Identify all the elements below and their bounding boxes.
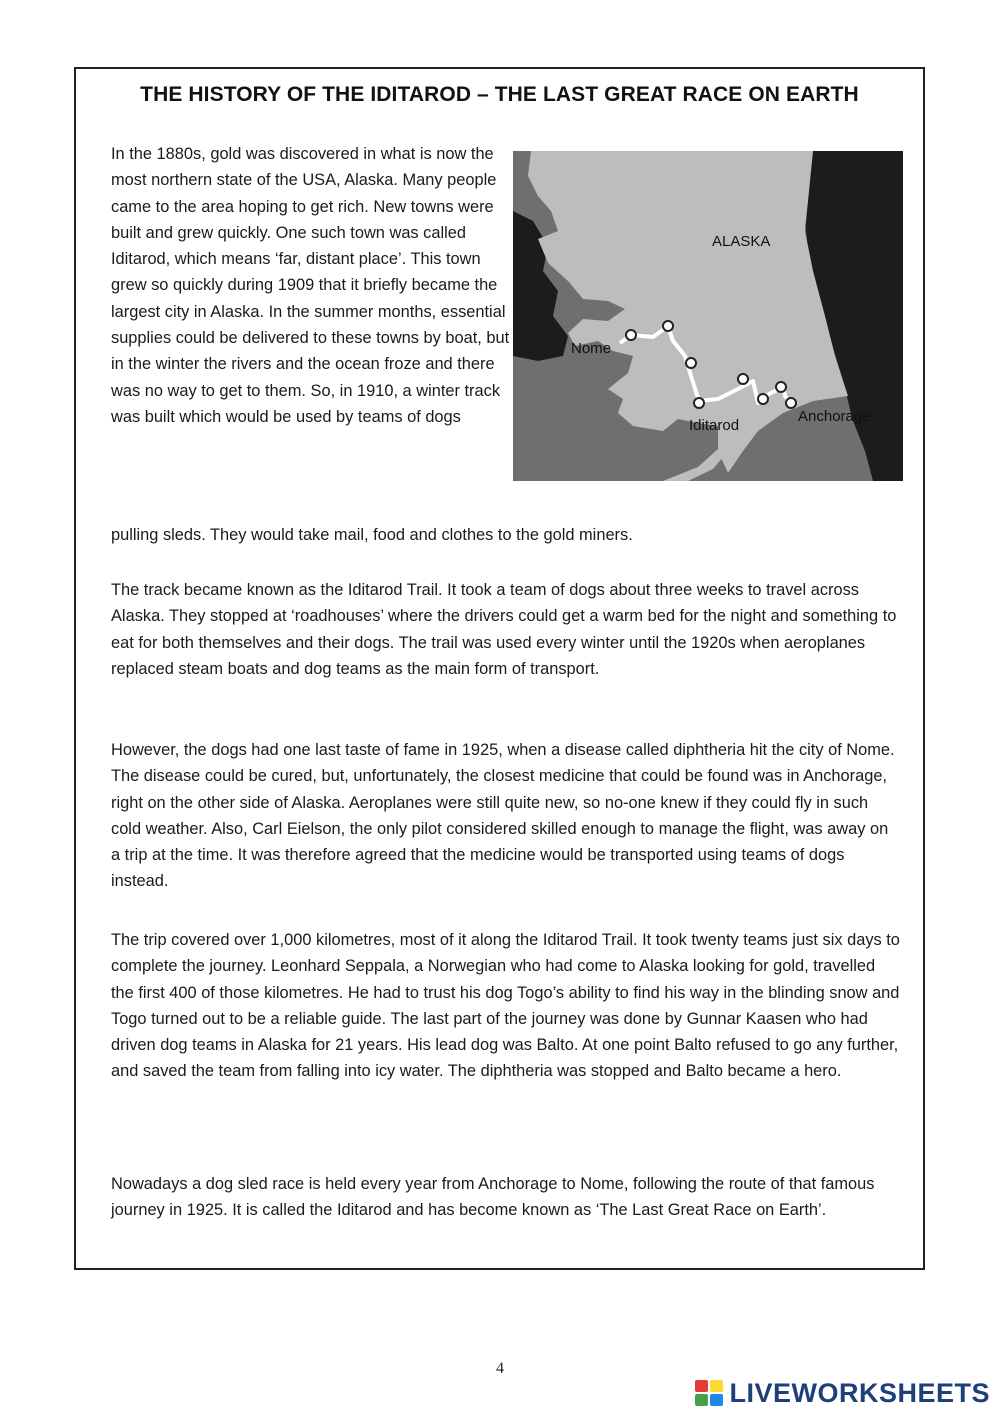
page-title: THE HISTORY OF THE IDITAROD – THE LAST GREAT RACE ON EARTH xyxy=(140,83,859,106)
trail-checkpoint xyxy=(663,321,673,331)
intro-continued: pulling sleds. They would take mail, food and clothes to the gold miners. xyxy=(111,526,633,544)
trail-checkpoint xyxy=(738,374,748,384)
map-label-anchorage: Anchorage xyxy=(798,408,871,425)
paragraph-diphtheria: However, the dogs had one last taste of fame in 1925, when a disease called diphtheria hit the city of Nome. The disease could be cured, but, unfortunately, the closest medicine that could be found was in Anchorage, right on the other side of Alaska. Aeroplanes were still quite new, so no-one knew if they could fly in such cold weather. Also, Carl Eielson, the only pilot considered skilled enough to manage the flight, was away on a trip at the time. It was therefore agreed that the medicine would be transported using teams of dogs instead. xyxy=(111,741,895,891)
worksheet-frame xyxy=(74,67,925,1270)
logo-square xyxy=(710,1380,723,1392)
paragraph-journey: The trip covered over 1,000 kilometres, most of it along the Iditarod Trail. It took twenty teams just six days to complete the journey. Leonhard Seppala, a Norwegian who had come to Alaska looking for gold, travelled the first 400 of those kilometres. He had to trust his dog Togo’s ability to find his way in the blinding snow and Togo turned out to be a reliable guide. The last part of the journey was done by Gunnar Kaasen who had driven dog teams in Alaska for 21 years. His lead dog was Balto. At one point Balto refused to go any further, and saved the team from falling into icy water. The diphtheria was stopped and Balto became a hero. xyxy=(111,931,900,1081)
map-label-iditarod: Iditarod xyxy=(689,417,740,434)
trail-checkpoint xyxy=(758,394,768,404)
trail-checkpoint xyxy=(694,398,704,408)
trail-checkpoint xyxy=(686,358,696,368)
logo-square xyxy=(695,1394,708,1406)
liveworksheets-logo[interactable] xyxy=(695,1378,990,1408)
intro-paragraph: In the 1880s, gold was discovered in what is now the most northern state of the USA, Alaska. Many people came to the area hoping to get rich. New towns were built and grew quickly. One such town was called Iditarod, which means ‘far, distant place’. This town grew so quickly during 1909 that it briefly became the largest city in Alaska. In the summer months, essential supplies could be delivered to these towns by boat, but in the winter the rivers and the ocean froze and there was no way to get to them. So, in 1910, a winter track was built which would be used by teams of dogs xyxy=(111,145,510,426)
trail-checkpoint xyxy=(786,398,796,408)
liveworksheets-logo-icon xyxy=(695,1380,723,1406)
trail-checkpoint xyxy=(626,330,636,340)
liveworksheets-logo-text: LIVEWORKSHEETS xyxy=(729,1377,990,1408)
paragraph-race: Nowadays a dog sled race is held every year from Anchorage to Nome, following the route of that famous journey in 1925. It is called the Iditarod and has become known as ‘The Last Great Race on Earth’. xyxy=(111,1175,875,1220)
paragraph-trail: The track became known as the Iditarod Trail. It took a team of dogs about three weeks to travel across Alaska. They stopped at ‘roadhouses’ where the drivers could get a warm bed for the night and something to eat for both themselves and their dogs. The trail was used every winter until the 1920s when aeroplanes replaced steam boats and dog teams as the main form of transport. xyxy=(111,581,897,678)
alaska-map xyxy=(513,151,903,481)
map-label-nome: Nome xyxy=(571,340,612,357)
trail-checkpoint xyxy=(776,382,786,392)
alaska-map-graphic xyxy=(513,151,903,481)
map-label-alaska: ALASKA xyxy=(712,233,771,250)
page-number: 4 xyxy=(496,1360,504,1377)
logo-square xyxy=(710,1394,723,1406)
logo-square xyxy=(695,1380,708,1392)
